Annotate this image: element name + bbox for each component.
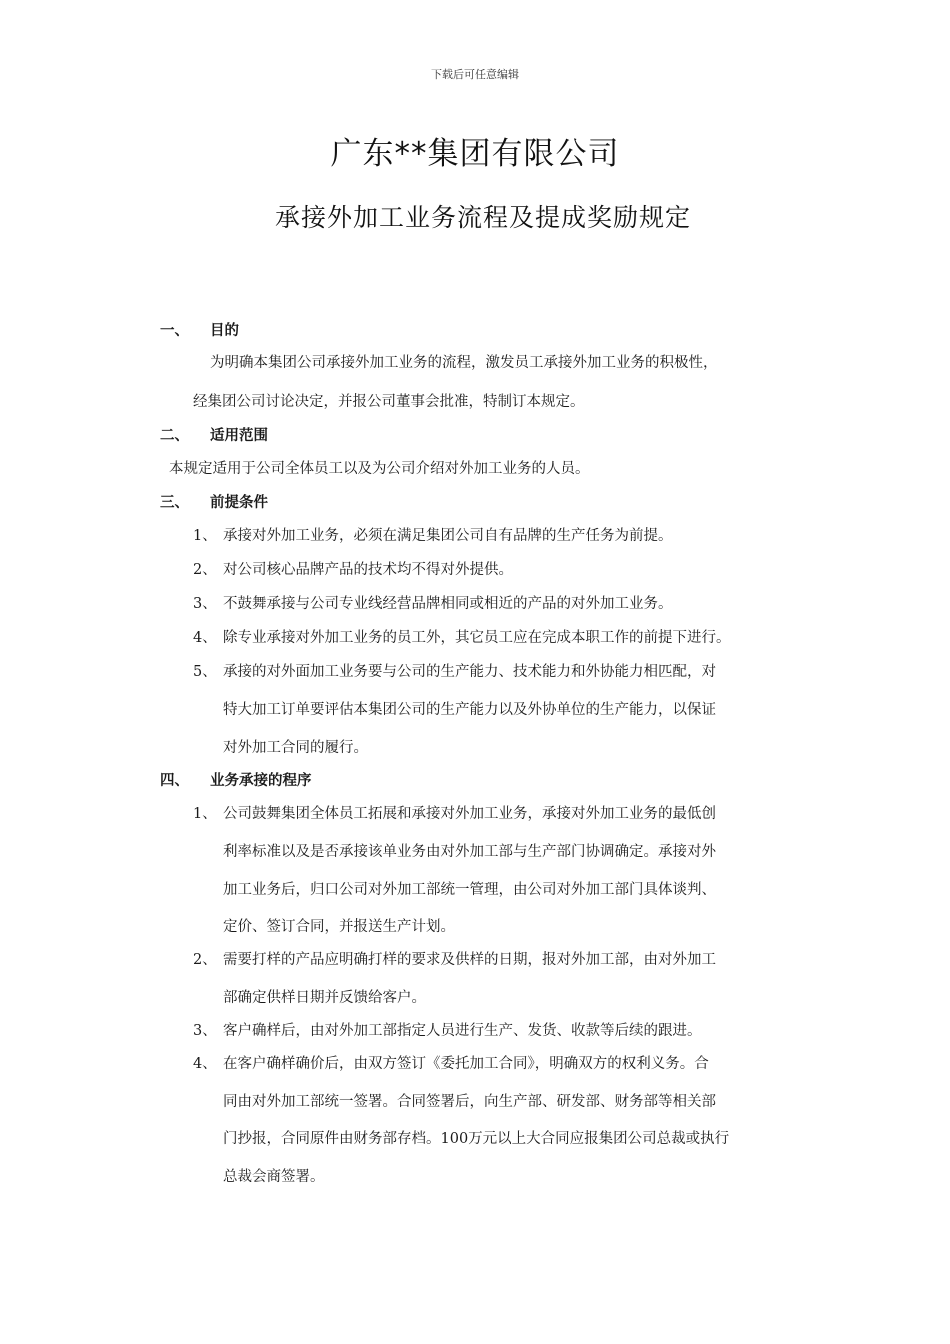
list-item-continuation: 总裁会商签署。: [223, 1169, 325, 1185]
list-item-text: 客户确样后，由对外加工部指定人员进行生产、发货、收款等后续的跟进。: [223, 1023, 702, 1039]
section-number: 一、: [160, 323, 189, 339]
paragraph-line: 本规定适用于公司全体员工以及为公司介绍对外加工业务的人员。: [169, 461, 590, 477]
section-number: 四、: [160, 773, 189, 789]
section-number: 三、: [160, 495, 189, 511]
list-item-number: 4、: [193, 630, 217, 646]
list-item-text: 不鼓舞承接与公司专业线经营品牌相同或相近的产品的对外加工业务。: [223, 596, 673, 612]
list-item-continuation: 同由对外加工部统一签署。合同签署后，向生产部、研发部、财务部等相关部: [223, 1094, 716, 1110]
section-title: 适用范围: [210, 428, 268, 444]
list-item-number: 4、: [193, 1056, 217, 1072]
list-item-number: 2、: [193, 952, 217, 968]
list-item-continuation: 利率标准以及是否承接该单业务由对外加工部与生产部门协调确定。承接对外: [223, 844, 716, 860]
section-title: 目的: [210, 323, 239, 339]
list-item-text: 承接对外加工业务，必须在满足集团公司自有品牌的生产任务为前提。: [223, 528, 673, 544]
list-item-text: 在客户确样确价后，由双方签订《委托加工合同》，明确双方的权利义务。合: [223, 1056, 709, 1072]
list-item-text: 承接的对外面加工业务要与公司的生产能力、技术能力和外协能力相匹配，对: [223, 664, 716, 680]
list-item-number: 3、: [193, 596, 217, 612]
list-item-continuation: 部确定供样日期并反馈给客户。: [223, 990, 426, 1006]
list-item-continuation: 加工业务后，归口公司对外加工部统一管理，由公司对外加工部门具体谈判、: [223, 882, 716, 898]
paragraph-line: 为明确本集团公司承接外加工业务的流程，激发员工承接外加工业务的积极性，: [210, 355, 718, 371]
list-item-continuation: 门抄报，合同原件由财务部存档。100万元以上大合同应报集团公司总裁或执行: [223, 1131, 730, 1147]
list-item-continuation: 定价、签订合同，并报送生产计划。: [223, 919, 455, 935]
paragraph-line: 经集团公司讨论决定，并报公司董事会批准，特制订本规定。: [193, 394, 585, 410]
list-item-continuation: 特大加工订单要评估本集团公司的生产能力以及外协单位的生产能力，以保证: [223, 702, 716, 718]
list-item-number: 2、: [193, 562, 217, 578]
list-item-number: 1、: [193, 528, 217, 544]
list-item-continuation: 对外加工合同的履行。: [223, 740, 368, 756]
list-item-text: 需要打样的产品应明确打样的要求及供样的日期，报对外加工部，由对外加工: [223, 952, 716, 968]
list-item-number: 5、: [193, 664, 217, 680]
list-item-number: 3、: [193, 1023, 217, 1039]
section-title: 前提条件: [210, 495, 268, 511]
document-subtitle: 承接外加工业务流程及提成奖励规定: [275, 203, 692, 232]
section-number: 二、: [160, 428, 189, 444]
list-item-text: 对公司核心品牌产品的技术均不得对外提供。: [223, 562, 513, 578]
list-item-text: 公司鼓舞集团全体员工拓展和承接对外加工业务，承接对外加工业务的最低创: [223, 806, 716, 822]
document-title: 广东**集团有限公司: [330, 136, 620, 172]
header-note: 下载后可任意编辑: [431, 68, 519, 81]
section-title: 业务承接的程序: [210, 773, 312, 789]
list-item-number: 1、: [193, 806, 217, 822]
list-item-text: 除专业承接对外加工业务的员工外，其它员工应在完成本职工作的前提下进行。: [223, 630, 731, 646]
